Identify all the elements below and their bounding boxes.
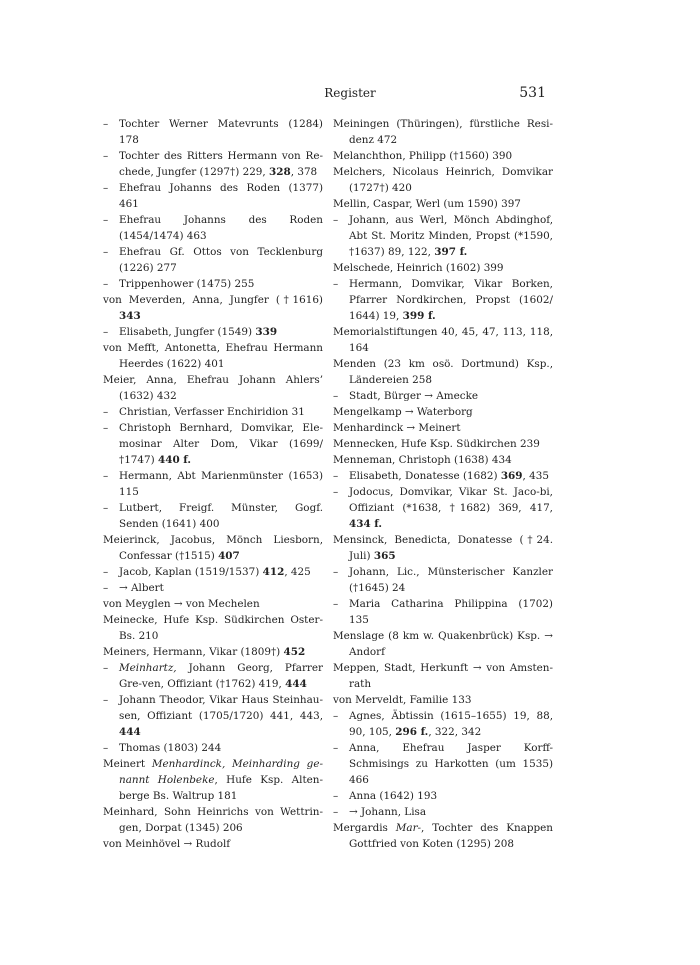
- entry-text: 339: [255, 326, 278, 338]
- index-subentry: [333, 596, 553, 628]
- entry-text: Meppen, Stadt, Herkunft → von Amsten-rath: [333, 662, 553, 690]
- page-number: 531: [519, 85, 546, 101]
- entry-text: 444: [285, 678, 307, 690]
- index-entry: [333, 820, 553, 852]
- entry-text: 434 f.: [349, 518, 383, 530]
- subentry-dash: –: [333, 710, 339, 722]
- index-subentry: [333, 564, 553, 596]
- index-entry: [333, 260, 553, 276]
- index-entry: [103, 836, 323, 852]
- subentry-dash: –: [333, 598, 339, 610]
- running-header: Register: [324, 86, 376, 100]
- index-subentry: [103, 244, 323, 276]
- index-entry: [103, 340, 323, 372]
- index-subentry: [103, 580, 323, 596]
- index-entry: [333, 196, 553, 212]
- index-subentry: [333, 484, 553, 532]
- subentry-dash: –: [103, 214, 109, 226]
- subentry-dash: –: [103, 742, 109, 754]
- index-subentry: [333, 804, 553, 820]
- entry-text: Menslage (8 km w. Quakenbrück) Ksp. → Andorf: [333, 630, 553, 658]
- subentry-dash: –: [103, 326, 109, 338]
- subentry-dash: –: [333, 486, 339, 498]
- subentry-dash: –: [103, 502, 109, 514]
- entry-text: Meinecke, Hufe Ksp. Südkirchen Oster-Bs. 210: [103, 614, 323, 642]
- index-subentry: [103, 148, 323, 180]
- entry-text: Menden (23 km osö. Dortmund) Ksp., Ländereien 258: [333, 358, 553, 386]
- index-subentry: [103, 324, 323, 340]
- entry-text: Melschede, Heinrich (1602) 399: [333, 262, 504, 274]
- entry-text: 365: [373, 550, 396, 562]
- entry-text: , 378: [290, 166, 318, 178]
- index-entry: [103, 596, 323, 612]
- index-subentry: [103, 660, 323, 692]
- entry-text: Mellin, Caspar, Werl (um 1590) 397: [333, 198, 521, 210]
- entry-text: Meinhartz,: [119, 662, 177, 674]
- subentry-dash: –: [103, 118, 109, 130]
- entry-text: Ehefrau Johanns des Roden (1454/1474) 463: [119, 214, 323, 242]
- index-entry: [333, 116, 553, 148]
- index-entry: [333, 452, 553, 468]
- subentry-dash: –: [333, 278, 339, 290]
- entry-text: Johann, Lic., Münsterischer Kanzler (†1645) 24: [349, 566, 553, 594]
- index-entry: [103, 804, 323, 836]
- entry-text: Menneman, Christoph (1638) 434: [333, 454, 512, 466]
- index-subentry: [103, 116, 323, 148]
- index-entry: [103, 756, 323, 804]
- entry-text: 343: [119, 310, 141, 322]
- index-entry: [333, 356, 553, 388]
- index-entry: [333, 532, 553, 564]
- entry-text: von Mefft, Antonetta, Ehefrau Hermann Heerdes (1622) 401: [103, 342, 323, 370]
- entry-text: 407: [218, 550, 240, 562]
- entry-text: Mar-: [395, 822, 422, 834]
- subentry-dash: –: [103, 150, 109, 162]
- entry-text: Ehefrau Johanns des Roden (1377) 461: [119, 182, 323, 210]
- index-entry: [103, 292, 323, 324]
- entry-text: 440 f.: [158, 454, 192, 466]
- entry-text: , 435: [522, 470, 549, 482]
- entry-text: Memorialstiftungen 40, 45, 47, 113, 118, 164: [333, 326, 553, 354]
- entry-text: Lutbert, Freigf. Münster, Gogf. Senden (1641) 400: [119, 502, 323, 530]
- entry-text: 296 f.: [395, 726, 429, 738]
- index-subentry: [103, 500, 323, 532]
- index-subentry: [103, 212, 323, 244]
- entry-text: Meier, Anna, Ehefrau Johann Ahlers’ (1632) 432: [103, 374, 323, 402]
- entry-text: 369: [500, 470, 523, 482]
- entry-text: Meiners, Hermann, Vikar (1809†): [103, 646, 284, 658]
- index-subentry: [103, 404, 323, 420]
- index-subentry: [333, 468, 553, 484]
- index-entry: [103, 532, 323, 564]
- entry-text: Jacob, Kaplan (1519/1537): [119, 566, 263, 578]
- index-subentry: [103, 692, 323, 740]
- entry-text: Menhardinck, Meinharding ge-nannt Holenbeke: [119, 758, 323, 786]
- index-subentry: [333, 388, 553, 404]
- entry-text: → Albert: [119, 582, 164, 594]
- index-entry: [103, 612, 323, 644]
- index-subentry: [103, 420, 323, 468]
- subentry-dash: –: [333, 742, 339, 754]
- subentry-dash: –: [333, 470, 339, 482]
- index-entry: [333, 660, 553, 692]
- index-subentry: [103, 276, 323, 292]
- entry-text: Meierinck, Jacobus, Mönch Liesborn, Confessar (†1515): [103, 534, 323, 562]
- index-column-right: [333, 116, 553, 852]
- subentry-dash: –: [333, 214, 339, 226]
- entry-text: , 322, 342: [428, 726, 482, 738]
- entry-text: Johann Georg, Pfarrer Gre-ven, Offiziant (†1762) 419,: [119, 662, 323, 690]
- entry-text: Stadt, Bürger → Amecke: [349, 390, 479, 402]
- entry-text: Ehefrau Gf. Ottos von Tecklenburg (1226) 277: [119, 246, 323, 274]
- entry-text: Meinert: [103, 758, 152, 770]
- index-subentry: [333, 740, 553, 788]
- index-entry: [333, 420, 553, 436]
- entry-text: Tochter Werner Matevrunts (1284) 178: [119, 118, 323, 146]
- entry-text: Christoph Bernhard, Domvikar, Ele-mosinar Alter Dom, Vikar (1699/†1747): [119, 422, 323, 466]
- subentry-dash: –: [103, 422, 109, 434]
- subentry-dash: –: [103, 406, 109, 418]
- index-entry: [333, 164, 553, 196]
- entry-text: Mennecken, Hufe Ksp. Südkirchen 239: [333, 438, 540, 450]
- subentry-dash: –: [333, 806, 339, 818]
- index-entry: [333, 324, 553, 356]
- entry-text: von Merveldt, Familie 133: [333, 694, 472, 706]
- entry-text: Agnes, Äbtissin (1615–1655) 19, 88, 90, 105,: [349, 710, 553, 738]
- entry-text: Mensinck, Benedicta, Donatesse (†24. Juli): [333, 534, 553, 562]
- entry-text: Anna, Ehefrau Jasper Korff-Schmisings zu Harkotten (um 1535) 466: [349, 742, 553, 786]
- entry-text: 412: [262, 566, 285, 578]
- subentry-dash: –: [103, 694, 109, 706]
- entry-text: Elisabeth, Jungfer (1549): [119, 326, 256, 338]
- index-subentry: [103, 180, 323, 212]
- entry-text: von Meverden, Anna, Jungfer (†1616): [103, 294, 323, 306]
- subentry-dash: –: [103, 182, 109, 194]
- entry-text: Elisabeth, Donatesse (1682): [349, 470, 501, 482]
- subentry-dash: –: [103, 662, 109, 674]
- index-subentry: [103, 468, 323, 500]
- index-entry: [333, 628, 553, 660]
- entry-text: von Meyglen → von Mechelen: [103, 598, 260, 610]
- subentry-dash: –: [333, 390, 339, 402]
- index-entry: [333, 148, 553, 164]
- entry-text: Jodocus, Domvikar, Vikar St. Jaco-bi, Offiziant (*1638, †1682) 369, 417,: [349, 486, 553, 514]
- entry-text: Christian, Verfasser Enchiridion 31: [119, 406, 305, 418]
- entry-text: 444: [119, 726, 141, 738]
- entry-text: , Tochter des Knappen Gottfried von Koten (1295) 208: [349, 822, 553, 850]
- index-entry: [103, 644, 323, 660]
- index-entry: [333, 404, 553, 420]
- index-subentry: [333, 276, 553, 324]
- entry-text: → Johann, Lisa: [349, 806, 427, 818]
- index-subentry: [103, 740, 323, 756]
- entry-text: , 425: [284, 566, 311, 578]
- entry-text: , Hufe Ksp. Alten-berge Bs. Waltrup 181: [119, 774, 323, 802]
- entry-text: 328: [269, 166, 291, 178]
- index-entry: [333, 692, 553, 708]
- entry-text: Tochter des Ritters Hermann von Re-chede, Jungfer (1297†) 229,: [119, 150, 323, 178]
- entry-text: Melanchthon, Philipp (†1560) 390: [333, 150, 513, 162]
- entry-text: Meinhard, Sohn Heinrichs von Wettrin-gen, Dorpat (1345) 206: [103, 806, 323, 834]
- entry-text: Hermann, Abt Marienmünster (1653) 115: [119, 470, 323, 498]
- index-subentry: [333, 212, 553, 260]
- entry-text: Meiningen (Thüringen), fürstliche Resi-denz 472: [333, 118, 553, 146]
- entry-text: Trippenhower (1475) 255: [119, 278, 255, 290]
- index-column-left: [103, 116, 323, 852]
- entry-text: Johann, aus Werl, Mönch Abdinghof, Abt St. Moritz Minden, Propst (*1590, †1637) 89, 122,: [349, 214, 553, 258]
- index-subentry: [333, 708, 553, 740]
- entry-text: Maria Catharina Philippina (1702) 135: [349, 598, 553, 626]
- subentry-dash: –: [333, 790, 339, 802]
- entry-text: 452: [283, 646, 306, 658]
- subentry-dash: –: [333, 566, 339, 578]
- entry-text: 399 f.: [402, 310, 436, 322]
- subentry-dash: –: [103, 246, 109, 258]
- subentry-dash: –: [103, 470, 109, 482]
- index-subentry: [333, 788, 553, 804]
- entry-text: Johann Theodor, Vikar Haus Steinhau-sen, Offiziant (1705/1720) 441, 443,: [119, 694, 323, 722]
- entry-text: Anna (1642) 193: [349, 790, 438, 802]
- entry-text: Hermann, Domvikar, Vikar Borken, Pfarrer Nordkirchen, Propst (1602/ 1644) 19,: [349, 278, 553, 322]
- entry-text: von Meinhövel → Rudolf: [103, 838, 231, 850]
- entry-text: Thomas (1803) 244: [119, 742, 222, 754]
- subentry-dash: –: [103, 566, 109, 578]
- index-entry: [103, 372, 323, 404]
- entry-text: 397 f.: [434, 246, 468, 258]
- index-subentry: [103, 564, 323, 580]
- subentry-dash: –: [103, 278, 109, 290]
- entry-text: Mengelkamp → Waterborg: [333, 406, 473, 418]
- entry-text: Mergardis: [333, 822, 396, 834]
- entry-text: Melchers, Nicolaus Heinrich, Domvikar (1727†) 420: [333, 166, 553, 194]
- index-entry: [333, 436, 553, 452]
- subentry-dash: –: [103, 582, 109, 594]
- entry-text: Menhardinck → Meinert: [333, 422, 461, 434]
